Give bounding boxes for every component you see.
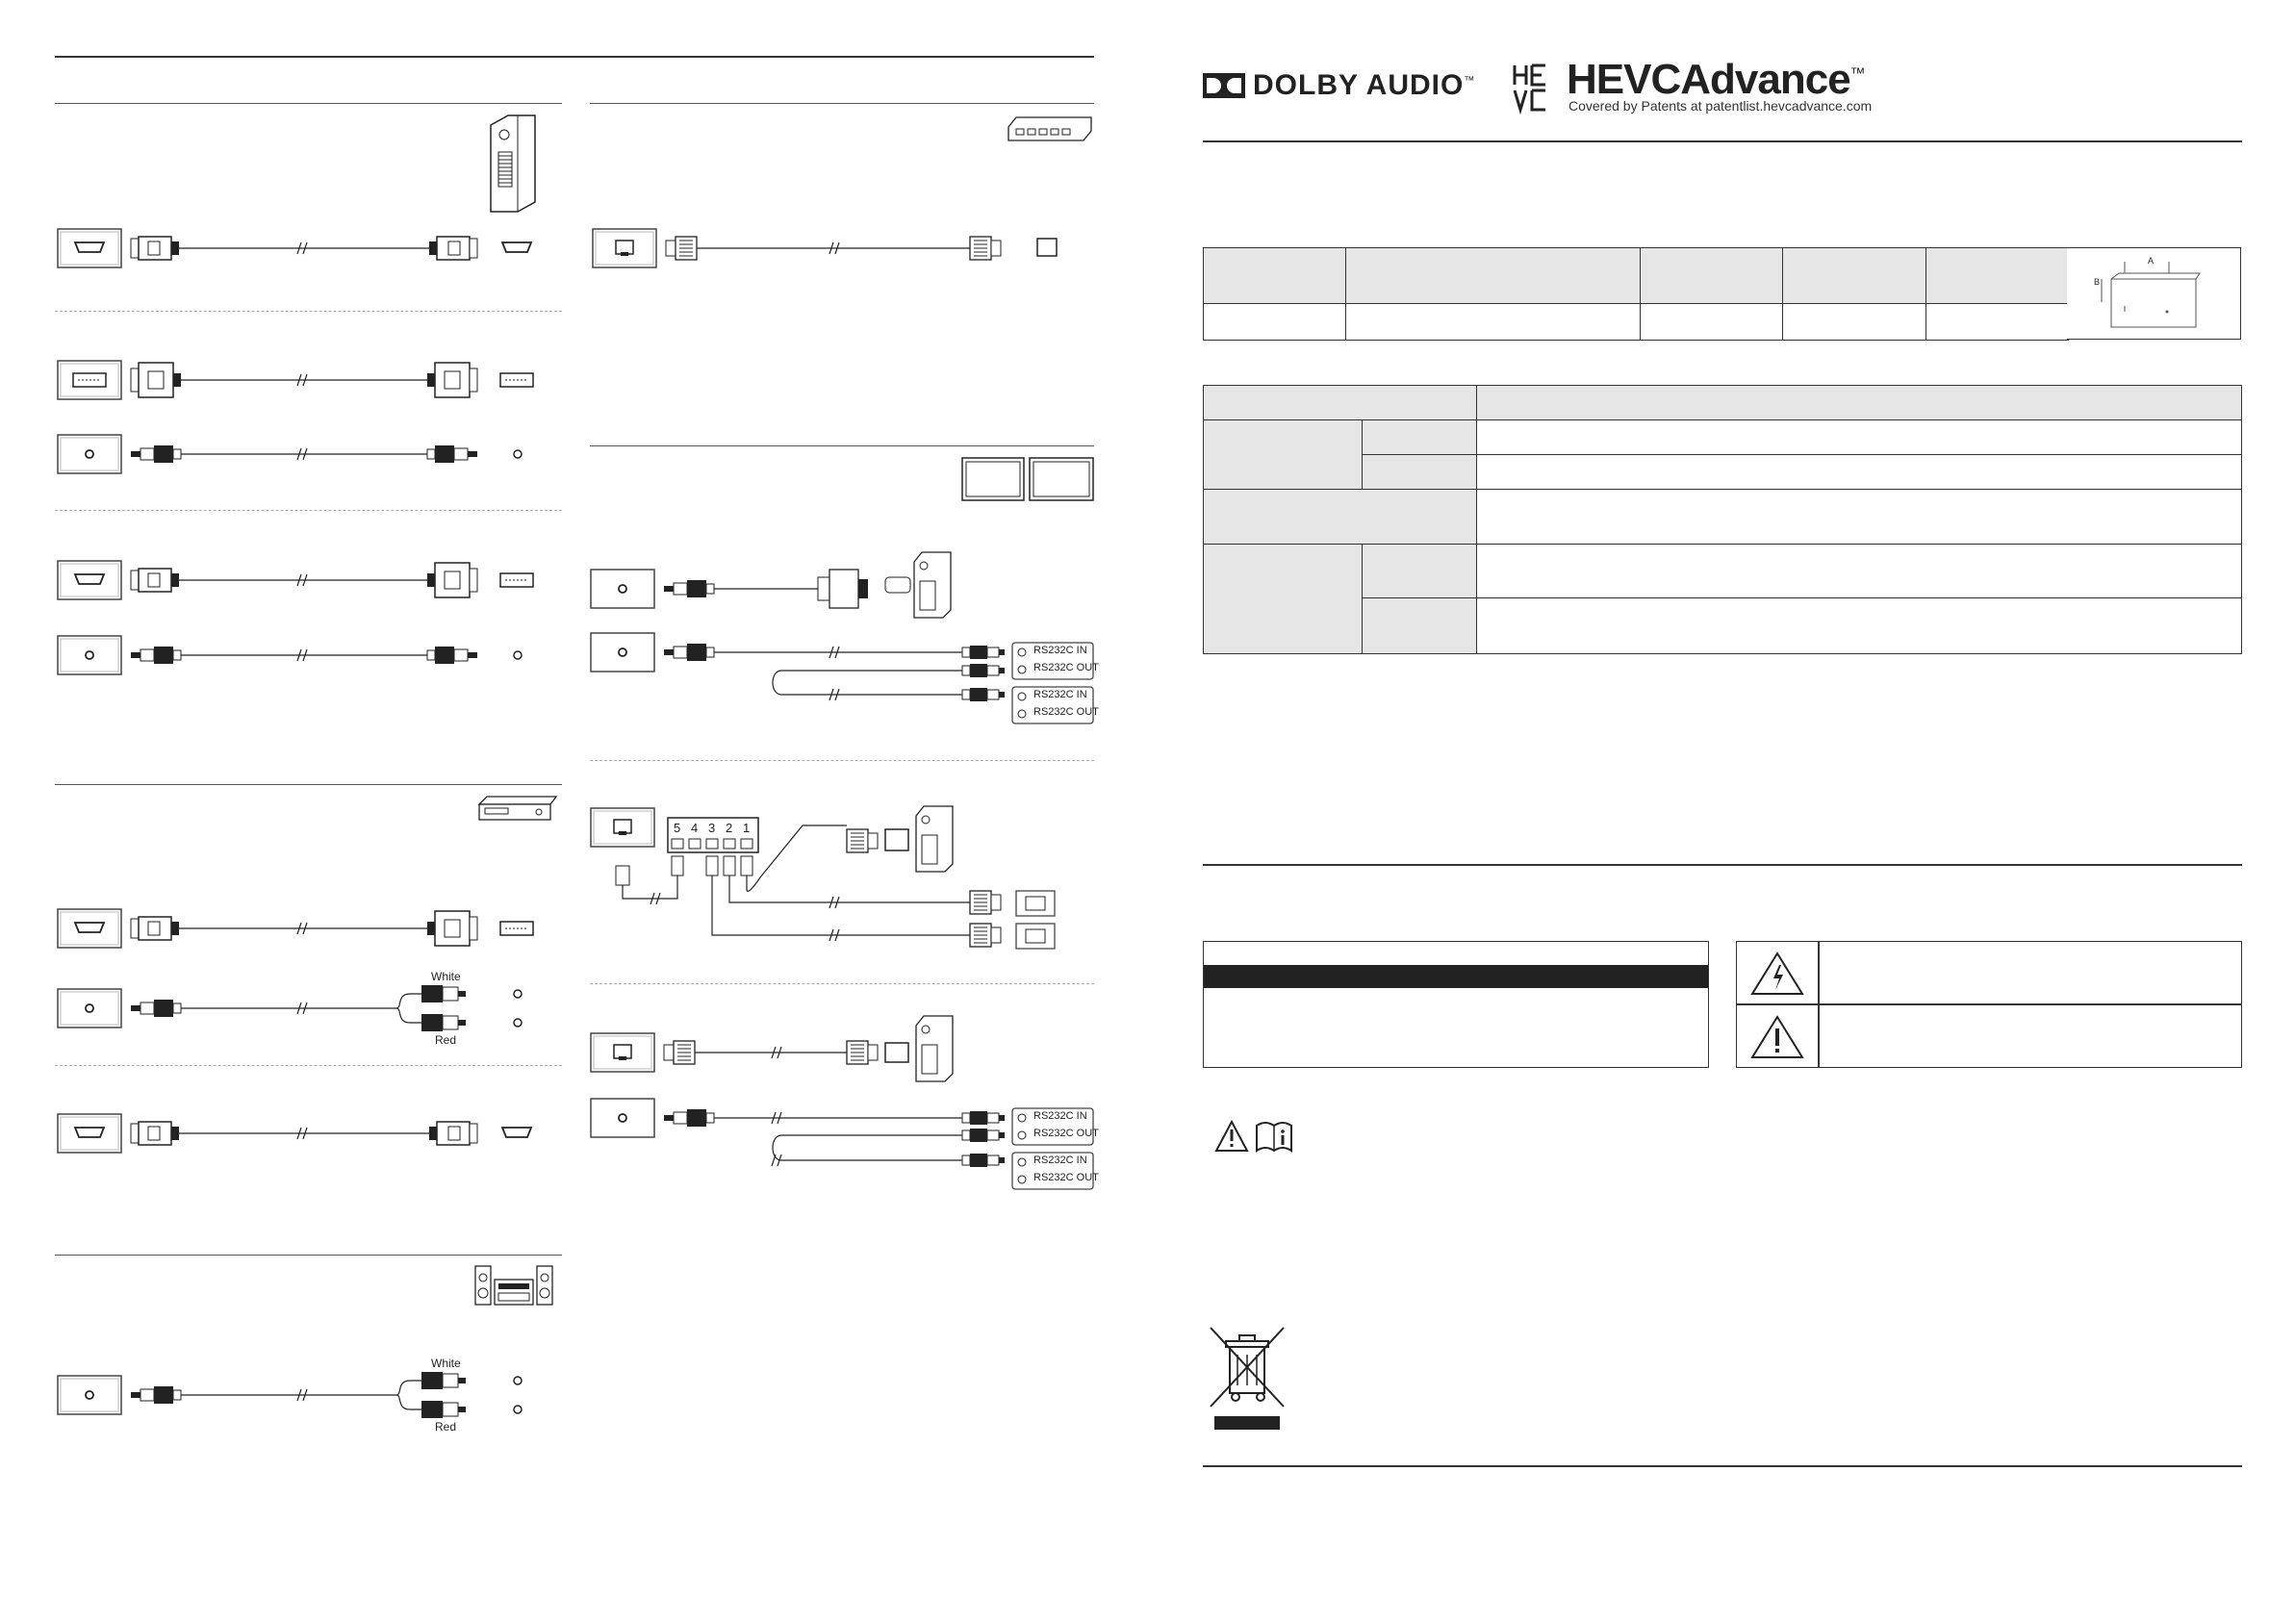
rs232c-out-label: RS232C OUT <box>1033 1172 1099 1183</box>
connection-diagrams-right <box>0 0 1097 1251</box>
dimension-b-label: B <box>2094 277 2101 287</box>
dolby-icon <box>1203 73 1245 98</box>
red-label: Red <box>435 1420 457 1434</box>
dolby-audio-logo <box>1203 69 1475 102</box>
weee-bin-icon <box>1207 1326 1288 1434</box>
hub-port-number: 3 <box>708 821 716 835</box>
red-label: Red <box>435 1033 457 1047</box>
dolby-tm: ™ <box>1464 75 1476 87</box>
monitor-icon <box>962 458 1093 500</box>
dolby-text: DOLBY AUDIO <box>1253 69 1465 101</box>
hub-port-number: 5 <box>674 821 681 835</box>
exclamation-warning-icon <box>1748 1013 1806 1061</box>
lightning-warning-icon <box>1748 950 1806 998</box>
specifications-table <box>1203 385 2242 654</box>
caution-header-bar <box>1204 965 1708 988</box>
white-label: White <box>431 1357 461 1370</box>
dimension-diagram <box>2067 247 2241 340</box>
white-label: White <box>431 970 461 983</box>
caution-box <box>1203 941 1709 1068</box>
rs232c-in-label: RS232C IN <box>1033 645 1087 656</box>
logo-rule <box>1203 140 2242 142</box>
section-rule <box>1203 864 2242 866</box>
rs232c-out-label: RS232C OUT <box>1033 706 1099 718</box>
rs232c-out-label: RS232C OUT <box>1033 1128 1099 1139</box>
hevc-tm: ™ <box>1849 65 1865 83</box>
warning-symbols-box <box>1736 941 2242 1068</box>
hevc-text: HEVCAdvance <box>1567 56 1850 103</box>
rs232c-out-label: RS232C OUT <box>1033 662 1099 673</box>
hevc-patent-text: Covered by Patents at patentlist.hevcadvance.com <box>1568 98 1873 114</box>
rs232c-in-label: RS232C IN <box>1033 1155 1087 1166</box>
rs232c-in-label: RS232C IN <box>1033 689 1087 700</box>
hub-port-number: 1 <box>743 821 751 835</box>
hub-port-number: 2 <box>726 821 733 835</box>
hevc-advance-logo <box>1567 56 1865 104</box>
dimensions-table <box>1203 247 2069 341</box>
bottom-rule <box>1203 1465 2242 1467</box>
read-manual-icon <box>1214 1118 1301 1156</box>
stereo-system-icon <box>475 1266 552 1305</box>
dimension-a-label: A <box>2148 256 2155 266</box>
hevc-mark-icon <box>1513 63 1561 112</box>
rs232c-in-label: RS232C IN <box>1033 1110 1087 1122</box>
hub-port-number: 4 <box>691 821 699 835</box>
network-switch-icon <box>1008 117 1091 140</box>
